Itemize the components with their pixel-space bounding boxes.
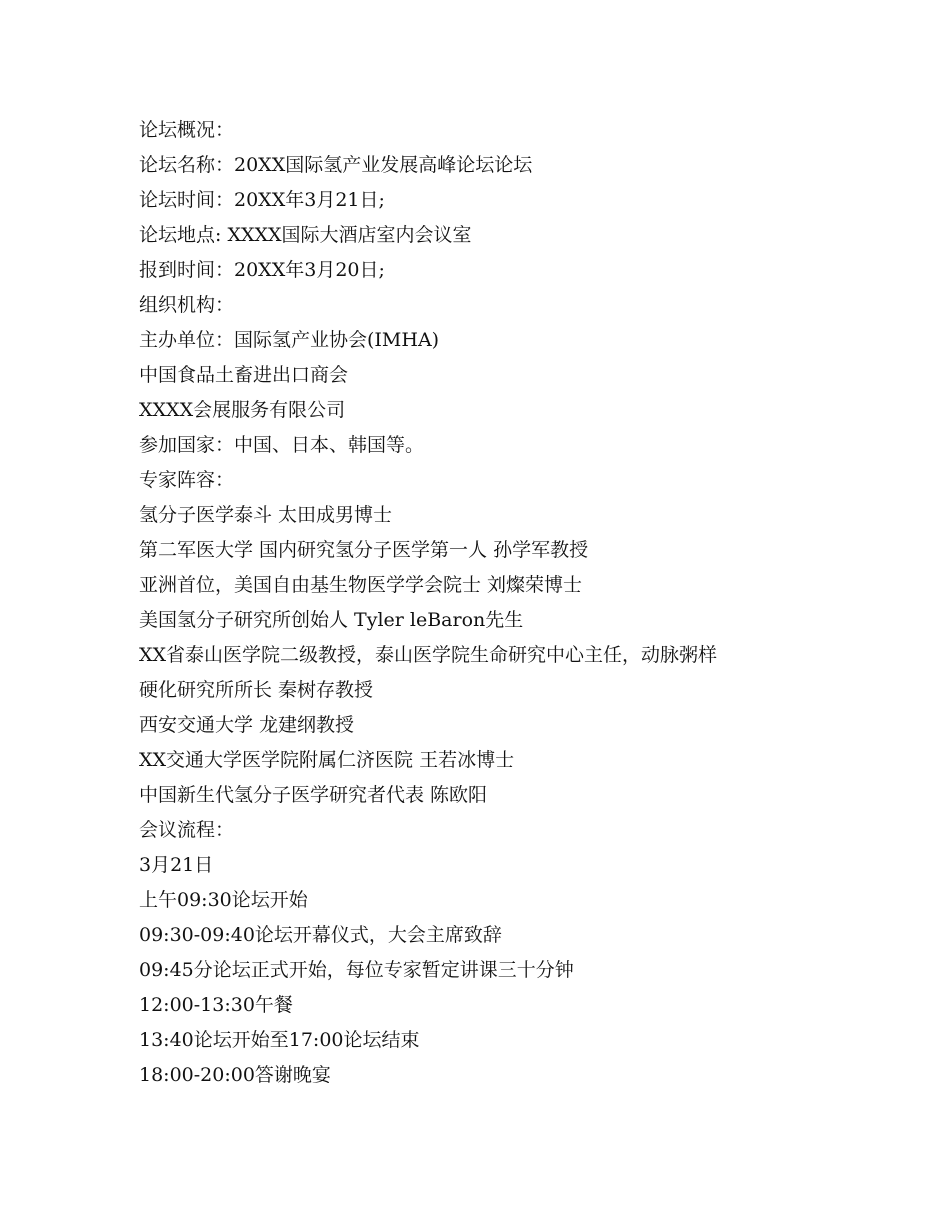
expert-line: 氢分子医学泰斗 太田成男博士 [139, 504, 393, 526]
expert-line: 亚洲首位，美国自由基生物医学学会院士 刘燦荣博士 [139, 574, 583, 596]
expert-line: 美国氢分子研究所创始人 Tyler leBaron先生 [139, 609, 524, 631]
expert-line: 西安交通大学 龙建纲教授 [139, 714, 355, 736]
section-heading-experts: 专家阵容： [139, 469, 235, 491]
host-organizer-line: 主办单位：国际氢产业协会(IMHA) [139, 329, 440, 351]
agenda-item: 09:45分论坛正式开始，每位专家暂定讲课三十分钟 [139, 959, 574, 981]
expert-line: 第二军医大学 国内研究氢分子医学第一人 孙学军教授 [139, 539, 589, 561]
expert-line: 中国新生代氢分子医学研究者代表 陈欧阳 [139, 784, 488, 806]
expert-line-continued: 硬化研究所所长 秦树存教授 [139, 679, 374, 701]
expert-line: XX省泰山医学院二级教授，泰山医学院生命研究中心主任，动脉粥样 [139, 644, 718, 666]
expert-line: XX交通大学医学院附属仁济医院 王若冰博士 [139, 749, 515, 771]
check-in-time-line: 报到时间：20XX年3月20日; [139, 259, 385, 281]
agenda-item: 13:40论坛开始至17:00论坛结束 [139, 1029, 420, 1051]
forum-time-line: 论坛时间：20XX年3月21日; [139, 189, 385, 211]
co-organizer-line: 中国食品土畜进出口商会 [139, 364, 349, 386]
agenda-item: 上午09:30论坛开始 [139, 889, 308, 911]
forum-name-line: 论坛名称：20XX国际氢产业发展高峰论坛论坛 [139, 154, 533, 176]
agenda-item: 12:00-13:30午餐 [139, 994, 293, 1016]
forum-venue-line: 论坛地点: XXXX国际大酒店室内会议室 [139, 224, 472, 246]
agenda-item: 09:30-09:40论坛开幕仪式，大会主席致辞 [139, 924, 502, 946]
document-body [139, 113, 839, 1093]
agenda-item: 18:00-20:00答谢晚宴 [139, 1064, 331, 1086]
service-company-line: XXXX会展服务有限公司 [139, 399, 346, 421]
section-heading-organizers: 组织机构： [139, 294, 235, 316]
participating-countries-line: 参加国家：中国、日本、韩国等。 [139, 434, 425, 456]
section-heading-agenda: 会议流程： [139, 819, 235, 841]
section-heading-overview: 论坛概况： [139, 119, 235, 141]
agenda-date-line: 3月21日 [139, 854, 214, 876]
